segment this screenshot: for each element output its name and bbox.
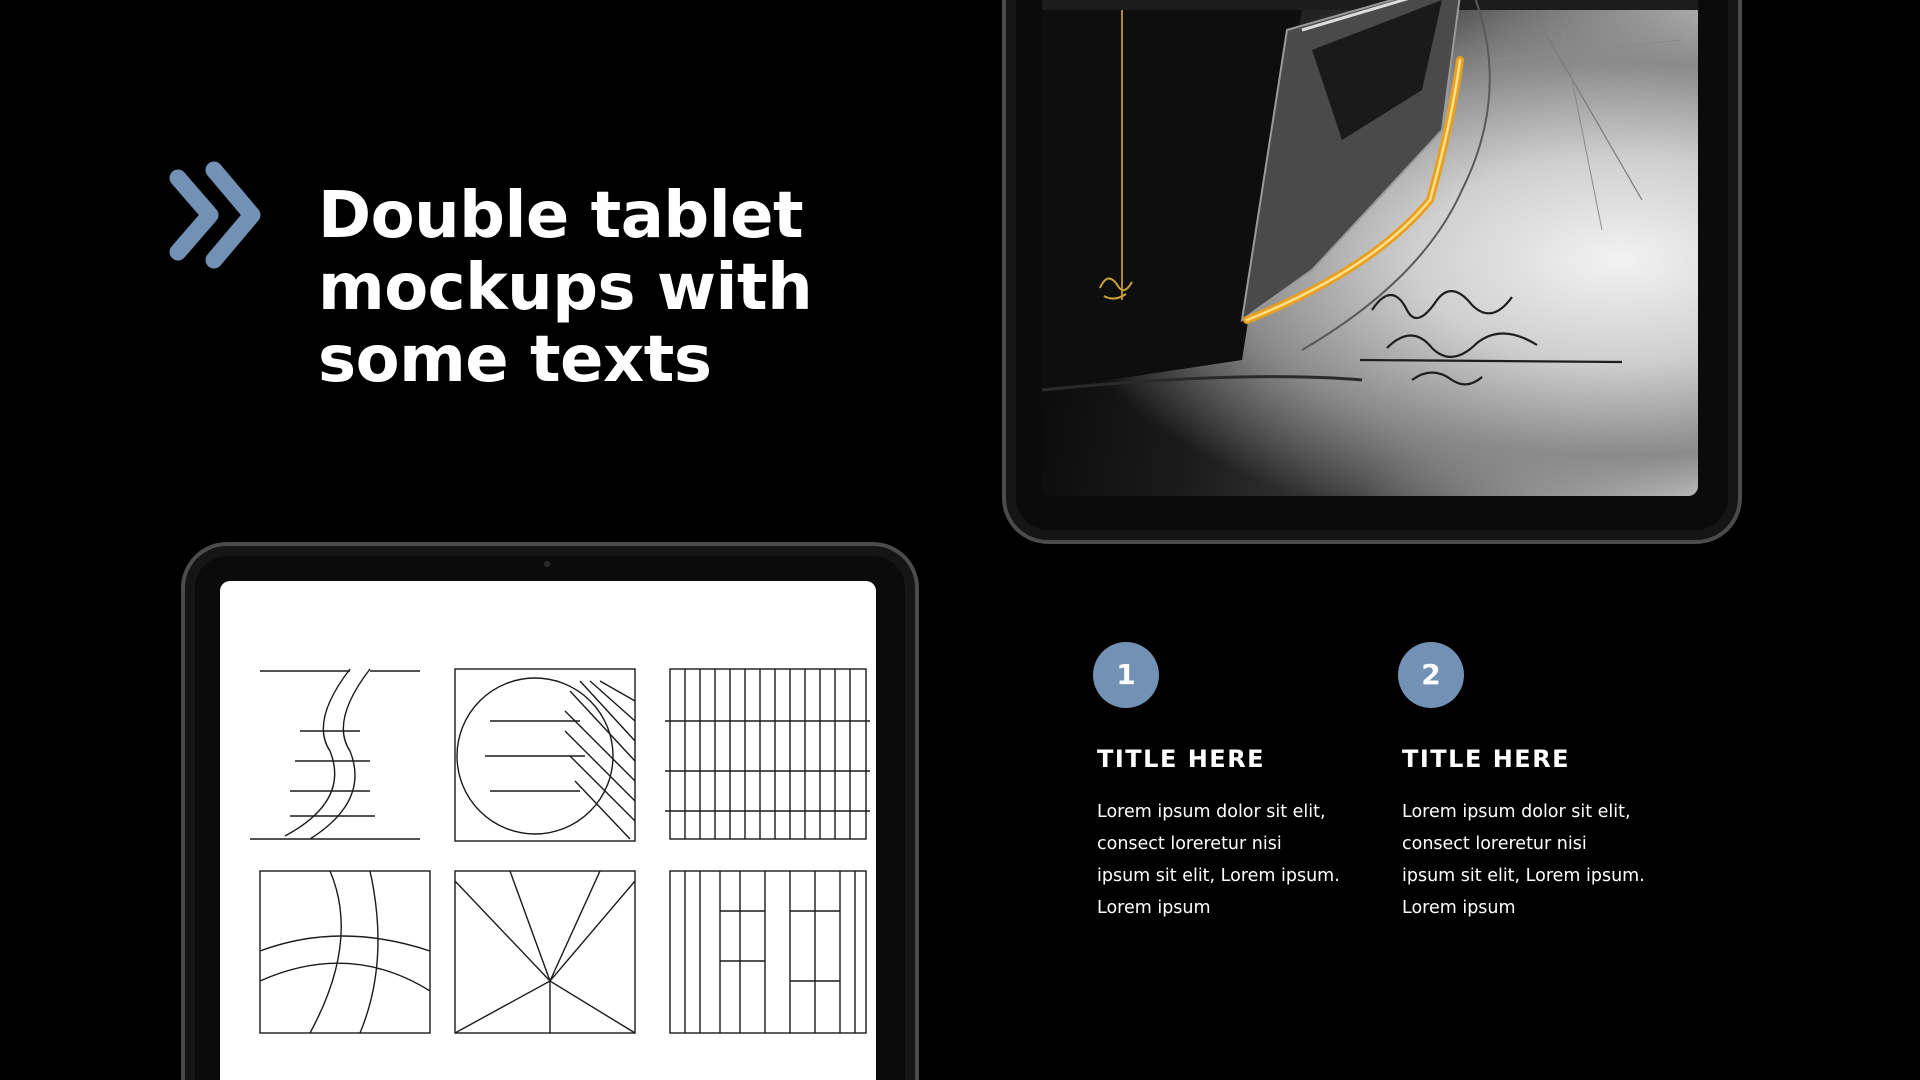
feature-body-2-line-3: ipsum sit elit, Lorem ipsum. [1402, 866, 1645, 886]
tablet-mockup-bottom [181, 542, 919, 1080]
tablet-top-screen [1042, 0, 1698, 496]
feature-body-2 [1402, 796, 1668, 924]
tablet-bottom-screen [220, 581, 876, 1080]
feature-body-1-line-4: Lorem ipsum [1097, 898, 1211, 918]
tablet-camera [544, 561, 550, 567]
feature-body-1-line-1: Lorem ipsum dolor sit elit, [1097, 802, 1326, 822]
feature-body-2-line-1: Lorem ipsum dolor sit elit, [1402, 802, 1631, 822]
feature-title-2: TITLE HERE [1402, 745, 1571, 773]
feature-body-1-line-2: consect loreretur nisi [1097, 834, 1282, 854]
feature-title-1: TITLE HERE [1097, 745, 1266, 773]
number-badge-1: 1 [1093, 642, 1159, 708]
car-sketch-drawing [1042, 0, 1698, 496]
feature-item-2 [1398, 642, 1668, 924]
architectural-sketches-image [220, 581, 876, 1080]
feature-body-2-line-2: consect loreretur nisi [1402, 834, 1587, 854]
double-chevron-right-icon [168, 160, 268, 270]
page-title-line-3: some texts [318, 323, 712, 397]
feature-body-1 [1097, 796, 1363, 924]
page-title-line-2: mockups with [318, 251, 813, 325]
page-title-line-1: Double tablet [318, 179, 804, 253]
feature-body-1-line-3: ipsum sit elit, Lorem ipsum. [1097, 866, 1340, 886]
feature-item-1 [1093, 642, 1363, 924]
number-badge-2: 2 [1398, 642, 1464, 708]
tablet-mockup-top [1002, 0, 1742, 544]
feature-body-2-line-4: Lorem ipsum [1402, 898, 1516, 918]
page-title [318, 180, 878, 396]
